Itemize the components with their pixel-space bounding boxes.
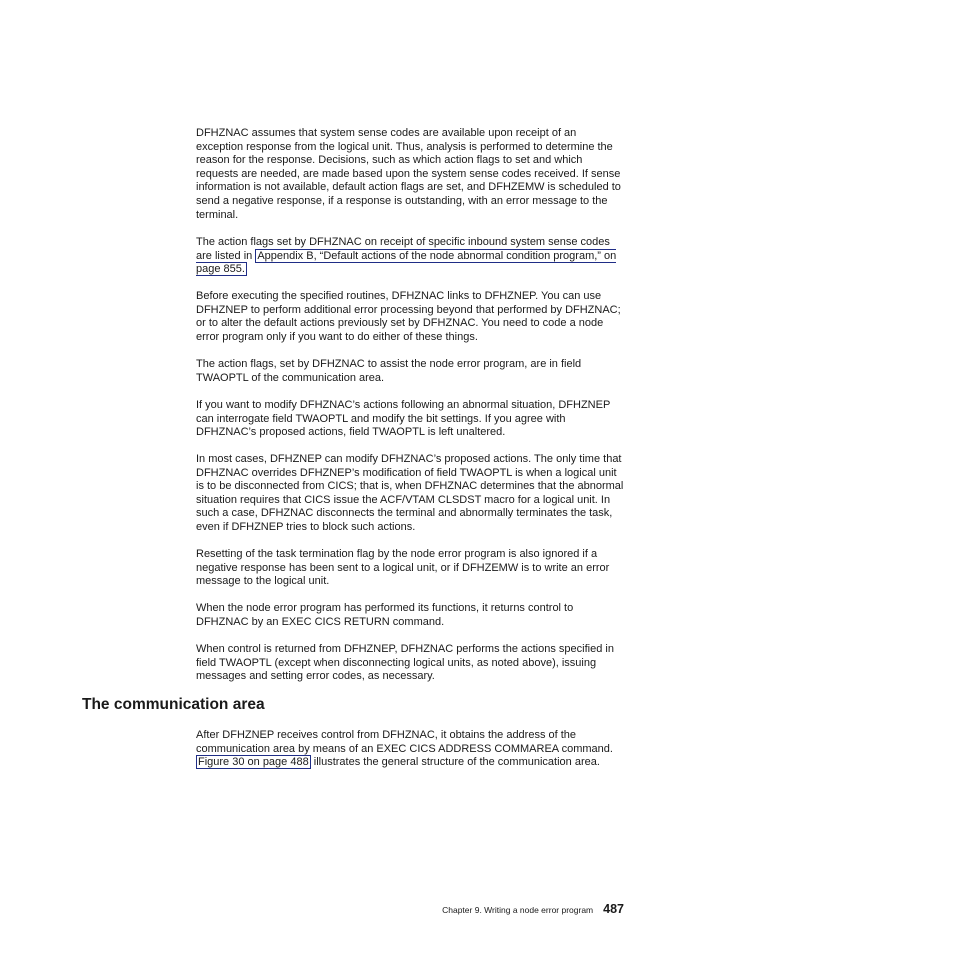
footer-chapter-title: Chapter 9. Writing a node error program [442, 905, 594, 915]
body-text-column [196, 358, 626, 385]
paragraph-termination-flag: Resetting of the task termination flag by the node error program is also ignored if a negative response has been sent to a logical unit, or if DFHZEMW is to write an error message to the logical unit. [196, 548, 610, 588]
paragraph-text: After DFHZNEP receives control from DFHZNAC, it obtains the address of the communication area by means of an EXEC CICS ADDRESS COMMAREA command. [196, 729, 613, 755]
body-text-column [196, 643, 626, 684]
paragraph-dfhznep-link: Before executing the specified routines, DFHZNAC links to DFHZNEP. You can use DFHZNEP to perform additional error processing beyond that performed by DFHZNAC; or to alter the default actions previously set by DFHZNAC. You need to code a node error program only if you want to do either of these things. [196, 290, 621, 343]
body-text-column [196, 127, 626, 222]
body-text-column [196, 453, 626, 535]
body-text-column [196, 399, 626, 440]
body-text-column [196, 236, 626, 277]
paragraph-modify-actions: If you want to modify DFHZNAC’s actions following an abnormal situation, DFHZNEP can interrogate field TWAOPTL and modify the bit settings. If you agree with DFHZNAC’s proposed actions, field TWAOPTL is left unaltered. [196, 399, 611, 439]
paragraph-control-returned: When control is returned from DFHZNEP, DFHZNAC performs the actions specified in field TWAOPTL (except when disconnecting logical units, as noted above), issuing messages and setting error codes, as necessary. [196, 643, 614, 683]
paragraph-most-cases: In most cases, DFHZNEP can modify DFHZNAC’s proposed actions. The only time that DFHZNAC overrides DFHZNEP’s modification of field TWAOPTL is when a logical unit is to be disconnected from CICS; that is, when DFHZNAC determines that the abnormal situation requires that CICS issue the ACF/VTAM CLSDST macro for a logical unit. In such a case, DFHZNAC disconnects the terminal and abnormally terminates the task, even if DFHZNEP tries to block such actions. [196, 453, 624, 533]
body-text-column [196, 290, 626, 344]
paragraph-twaoptl-field: The action flags, set by DFHZNAC to assist the node error program, are in field TWAOPTL of the communication area. [196, 358, 582, 384]
body-text-column [196, 602, 626, 629]
body-text-column [196, 548, 626, 589]
section-heading: The communication area [82, 696, 265, 713]
paragraph-action-flags [196, 236, 626, 277]
paragraph-commarea [196, 729, 626, 770]
paragraph-text: The action flags set by DFHZNAC on receipt of specific inbound system sense codes are listed in [196, 236, 610, 262]
paragraph-text: illustrates the general structure of the communication area. [310, 756, 600, 769]
appendix-b-link[interactable]: Appendix B, “Default actions of the node abnormal condition program,” on page 855. [196, 249, 617, 276]
paragraph-return-control: When the node error program has performed its functions, it returns control to DFHZNAC by an EXEC CICS RETURN command. [196, 602, 574, 628]
page-number: 487 [603, 902, 624, 916]
body-text-column [196, 729, 626, 770]
page-footer [442, 900, 624, 918]
paragraph-sense-codes: DFHZNAC assumes that system sense codes are available upon receipt of an exception response from the logical unit. Thus, analysis is performed to determine the reason for the response. Decisions, such as which action flags to set and which requests are needed, are made based upon the system sense codes received. If sense information is not available, default action flags are set, and DFHZEMW is scheduled to send a negative response, if a response is outstanding, with an error message to the terminal. [196, 127, 621, 221]
figure-30-link[interactable]: Figure 30 on page 488 [198, 756, 309, 769]
